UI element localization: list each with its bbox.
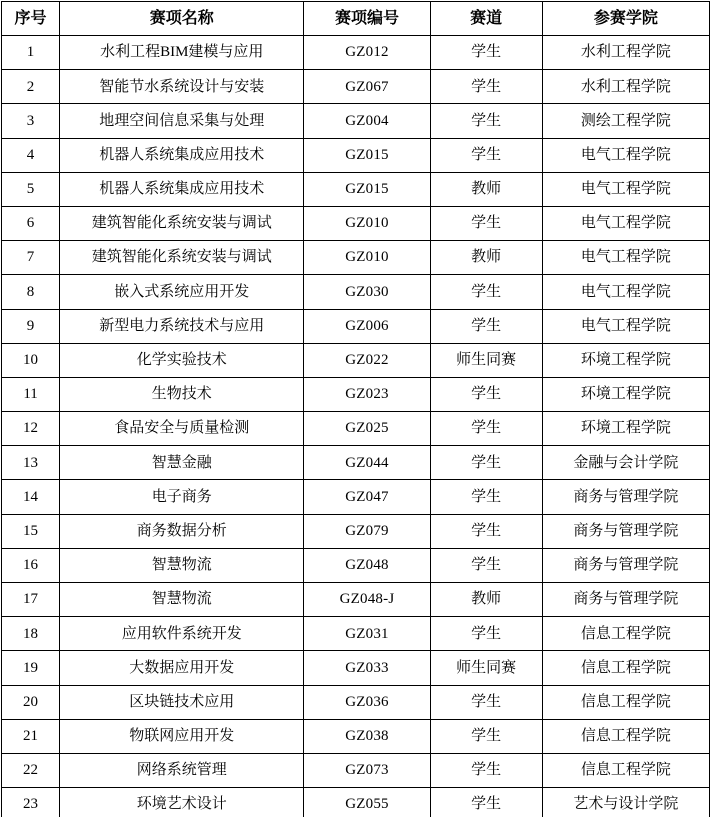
column-header-seq: 序号 xyxy=(2,2,60,36)
cell-seq: 13 xyxy=(2,446,60,480)
column-header-name: 赛项名称 xyxy=(60,2,304,36)
table-row xyxy=(2,583,710,617)
cell-track: 学生 xyxy=(430,685,542,719)
cell-college: 电气工程学院 xyxy=(542,241,709,275)
cell-seq: 8 xyxy=(2,275,60,309)
cell-college: 测绘工程学院 xyxy=(542,104,709,138)
table-row xyxy=(2,651,710,685)
cell-name: 大数据应用开发 xyxy=(60,651,304,685)
cell-college: 水利工程学院 xyxy=(542,70,709,104)
cell-seq: 17 xyxy=(2,583,60,617)
table-header-row xyxy=(2,2,710,36)
cell-seq: 14 xyxy=(2,480,60,514)
table-row xyxy=(2,377,710,411)
table-row xyxy=(2,241,710,275)
cell-seq: 22 xyxy=(2,753,60,787)
cell-name: 网络系统管理 xyxy=(60,753,304,787)
cell-college: 电气工程学院 xyxy=(542,275,709,309)
cell-seq: 4 xyxy=(2,138,60,172)
cell-track: 师生同赛 xyxy=(430,651,542,685)
cell-college: 商务与管理学院 xyxy=(542,480,709,514)
cell-name: 生物技术 xyxy=(60,377,304,411)
cell-college: 电气工程学院 xyxy=(542,138,709,172)
column-header-code: 赛项编号 xyxy=(304,2,430,36)
cell-code: GZ023 xyxy=(304,377,430,411)
cell-seq: 2 xyxy=(2,70,60,104)
cell-college: 环境工程学院 xyxy=(542,343,709,377)
cell-track: 教师 xyxy=(430,241,542,275)
cell-college: 商务与管理学院 xyxy=(542,548,709,582)
cell-track: 学生 xyxy=(430,480,542,514)
cell-name: 嵌入式系统应用开发 xyxy=(60,275,304,309)
table-row xyxy=(2,138,710,172)
cell-college: 商务与管理学院 xyxy=(542,583,709,617)
cell-college: 信息工程学院 xyxy=(542,719,709,753)
cell-seq: 16 xyxy=(2,548,60,582)
table-row xyxy=(2,480,710,514)
cell-seq: 23 xyxy=(2,788,60,817)
column-header-track: 赛道 xyxy=(430,2,542,36)
table-row xyxy=(2,104,710,138)
cell-seq: 20 xyxy=(2,685,60,719)
cell-track: 学生 xyxy=(430,617,542,651)
cell-seq: 12 xyxy=(2,412,60,446)
cell-track: 师生同赛 xyxy=(430,343,542,377)
cell-code: GZ015 xyxy=(304,172,430,206)
cell-college: 金融与会计学院 xyxy=(542,446,709,480)
table-row xyxy=(2,309,710,343)
table-row xyxy=(2,36,710,70)
table-row xyxy=(2,446,710,480)
cell-track: 学生 xyxy=(430,446,542,480)
cell-code: GZ048 xyxy=(304,548,430,582)
cell-code: GZ006 xyxy=(304,309,430,343)
cell-college: 环境工程学院 xyxy=(542,377,709,411)
cell-track: 学生 xyxy=(430,548,542,582)
table-body xyxy=(2,36,710,817)
cell-seq: 9 xyxy=(2,309,60,343)
cell-name: 智慧物流 xyxy=(60,583,304,617)
cell-name: 机器人系统集成应用技术 xyxy=(60,172,304,206)
table-row xyxy=(2,753,710,787)
cell-college: 环境工程学院 xyxy=(542,412,709,446)
cell-code: GZ067 xyxy=(304,70,430,104)
cell-track: 学生 xyxy=(430,36,542,70)
cell-name: 智慧物流 xyxy=(60,548,304,582)
cell-name: 水利工程BIM建模与应用 xyxy=(60,36,304,70)
cell-code: GZ033 xyxy=(304,651,430,685)
table-row xyxy=(2,275,710,309)
cell-track: 学生 xyxy=(430,753,542,787)
cell-seq: 5 xyxy=(2,172,60,206)
cell-code: GZ022 xyxy=(304,343,430,377)
cell-track: 学生 xyxy=(430,514,542,548)
cell-name: 区块链技术应用 xyxy=(60,685,304,719)
cell-seq: 6 xyxy=(2,206,60,240)
cell-code: GZ010 xyxy=(304,241,430,275)
cell-name: 地理空间信息采集与处理 xyxy=(60,104,304,138)
cell-college: 水利工程学院 xyxy=(542,36,709,70)
table-row xyxy=(2,70,710,104)
cell-code: GZ038 xyxy=(304,719,430,753)
cell-code: GZ015 xyxy=(304,138,430,172)
cell-name: 化学实验技术 xyxy=(60,343,304,377)
cell-track: 教师 xyxy=(430,172,542,206)
competition-table xyxy=(1,1,710,817)
cell-seq: 21 xyxy=(2,719,60,753)
cell-code: GZ048-J xyxy=(304,583,430,617)
cell-track: 学生 xyxy=(430,719,542,753)
table-row xyxy=(2,685,710,719)
cell-track: 教师 xyxy=(430,583,542,617)
cell-name: 电子商务 xyxy=(60,480,304,514)
cell-track: 学生 xyxy=(430,377,542,411)
cell-name: 物联网应用开发 xyxy=(60,719,304,753)
cell-code: GZ073 xyxy=(304,753,430,787)
cell-seq: 1 xyxy=(2,36,60,70)
cell-college: 电气工程学院 xyxy=(542,172,709,206)
cell-name: 食品安全与质量检测 xyxy=(60,412,304,446)
table-row xyxy=(2,206,710,240)
cell-seq: 10 xyxy=(2,343,60,377)
table-row xyxy=(2,412,710,446)
cell-college: 信息工程学院 xyxy=(542,617,709,651)
cell-name: 商务数据分析 xyxy=(60,514,304,548)
cell-code: GZ044 xyxy=(304,446,430,480)
cell-track: 学生 xyxy=(430,70,542,104)
table-row xyxy=(2,788,710,817)
cell-name: 新型电力系统技术与应用 xyxy=(60,309,304,343)
cell-college: 艺术与设计学院 xyxy=(542,788,709,817)
cell-code: GZ025 xyxy=(304,412,430,446)
cell-track: 学生 xyxy=(430,138,542,172)
cell-college: 商务与管理学院 xyxy=(542,514,709,548)
cell-college: 信息工程学院 xyxy=(542,753,709,787)
table-row xyxy=(2,172,710,206)
table-row xyxy=(2,719,710,753)
cell-name: 建筑智能化系统安装与调试 xyxy=(60,206,304,240)
cell-track: 学生 xyxy=(430,104,542,138)
cell-track: 学生 xyxy=(430,275,542,309)
cell-name: 建筑智能化系统安装与调试 xyxy=(60,241,304,275)
cell-seq: 19 xyxy=(2,651,60,685)
cell-track: 学生 xyxy=(430,206,542,240)
cell-name: 智能节水系统设计与安装 xyxy=(60,70,304,104)
cell-college: 信息工程学院 xyxy=(542,685,709,719)
cell-seq: 15 xyxy=(2,514,60,548)
cell-code: GZ010 xyxy=(304,206,430,240)
table-row xyxy=(2,548,710,582)
cell-name: 环境艺术设计 xyxy=(60,788,304,817)
table-row xyxy=(2,617,710,651)
cell-code: GZ079 xyxy=(304,514,430,548)
cell-code: GZ004 xyxy=(304,104,430,138)
cell-code: GZ036 xyxy=(304,685,430,719)
cell-track: 学生 xyxy=(430,309,542,343)
cell-track: 学生 xyxy=(430,788,542,817)
table-row xyxy=(2,343,710,377)
cell-seq: 11 xyxy=(2,377,60,411)
cell-code: GZ030 xyxy=(304,275,430,309)
cell-code: GZ055 xyxy=(304,788,430,817)
cell-track: 学生 xyxy=(430,412,542,446)
cell-code: GZ031 xyxy=(304,617,430,651)
cell-college: 电气工程学院 xyxy=(542,309,709,343)
cell-seq: 7 xyxy=(2,241,60,275)
cell-code: GZ012 xyxy=(304,36,430,70)
cell-name: 智慧金融 xyxy=(60,446,304,480)
cell-name: 应用软件系统开发 xyxy=(60,617,304,651)
table-row xyxy=(2,514,710,548)
cell-seq: 3 xyxy=(2,104,60,138)
column-header-college: 参赛学院 xyxy=(542,2,709,36)
cell-seq: 18 xyxy=(2,617,60,651)
cell-name: 机器人系统集成应用技术 xyxy=(60,138,304,172)
cell-code: GZ047 xyxy=(304,480,430,514)
cell-college: 信息工程学院 xyxy=(542,651,709,685)
cell-college: 电气工程学院 xyxy=(542,206,709,240)
